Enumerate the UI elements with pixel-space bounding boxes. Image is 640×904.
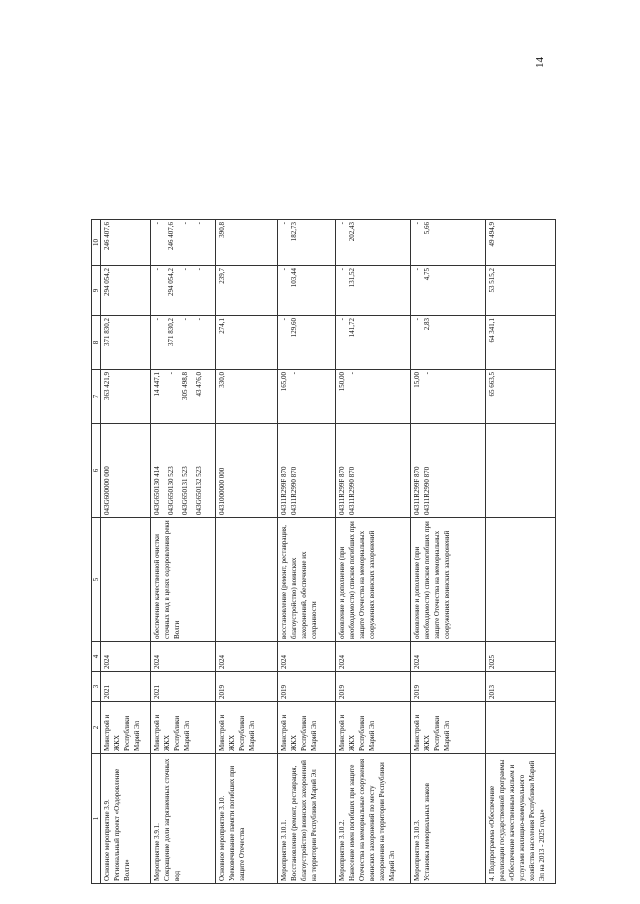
budget-code: 043G650131 523 [181,466,189,515]
amount-col10: 390,8 [216,220,278,266]
table-row [336,220,411,884]
amount-col7: 330,0 [216,370,278,424]
header-cell: 3 [92,672,101,702]
expected-result [101,518,151,642]
amounts-col7 [151,370,216,424]
amount: - [153,222,161,225]
end-year: 2024 [411,642,486,672]
start-year: 2021 [101,672,151,702]
budget-code: 043G600000 000 [101,424,151,518]
executor: Минстрой и ЖКХ Республики Марий Эл [336,702,411,754]
amounts-col9 [411,266,486,316]
expected-result [216,518,278,642]
subprogram-name: 4. Подпрограмма «Обеспечение реализации государственной программы «Обеспечение качественным жильем и услугами жилищно-коммунального хозяйства населения Республики Марий Эл на 2013 - 2025 годы» [486,754,556,884]
budget-codes [411,424,486,518]
amount: - [413,318,421,321]
budget-code: 04311R299F 870 [280,466,288,515]
start-year: 2019 [336,672,411,702]
executor: Минстрой и ЖКХ Республики Марий Эл [278,702,336,754]
amount-col10: 246 407,6 [101,220,151,266]
amount: - [195,268,203,271]
header-cell: 8 [92,316,101,370]
budget-code: 04311R2990 870 [348,466,356,515]
header-cell: 1 [92,754,101,884]
amount: - [338,268,346,271]
budget-code: 04311R2990 870 [423,466,431,515]
amount: - [280,318,288,321]
amount: 129,60 [290,318,298,338]
end-year: 2024 [216,642,278,672]
amount: - [423,372,431,375]
amount: 103,44 [290,268,298,288]
table-row [278,220,336,884]
amount: 4,75 [423,268,431,281]
budget-code: 04311R299F 870 [338,466,346,515]
executor: Минстрой и ЖКХ Республики Марий Эл [216,702,278,754]
amount: 141,72 [348,318,356,338]
amount: 5,66 [423,222,431,235]
amounts-col9 [336,266,411,316]
measure-name: Мероприятие 3.10.1. Восстановление (ремонт, реставрация, благоустройство) воинских захоронений на территории Республики Марий Эл [278,754,336,884]
amount: - [195,222,203,225]
header-cell: 10 [92,220,101,266]
amount-col10: 49 494,9 [486,220,556,266]
page-number: 14 [534,57,546,68]
table-row [101,220,151,884]
budget-code: 043G650130 523 [167,466,175,515]
start-year: 2013 [486,672,556,702]
amount: 15,00 [413,372,421,388]
amount: 182,73 [290,222,298,242]
executor [486,702,556,754]
table-header-row [92,220,101,884]
amount: 246 407,6 [167,222,175,250]
amount: - [181,318,189,321]
budget-code: 043G650132 523 [195,466,203,515]
measure-name: Мероприятие 3.10.2. Нанесение имен погибших при защите Отечества на мемориальные сооружения воинских захоронений по месту захоронения на территории Республики Марий Эл [336,754,411,884]
amount: 202,43 [348,222,356,242]
amount: 305 498,8 [181,372,189,400]
table-row [151,220,216,884]
amount: 150,00 [338,372,346,392]
measure-name: Мероприятие 3.10.3. Установка мемориальных знаков [411,754,486,884]
budget-codes [278,424,336,518]
start-year: 2019 [278,672,336,702]
amount: - [348,372,356,375]
executor: Минстрой и ЖКХ Республики Марий Эл [151,702,216,754]
budget-code [486,424,556,518]
amounts-col8 [411,316,486,370]
amount: 43 476,0 [195,372,203,397]
amount: - [181,222,189,225]
budget-code: 04311R299F 870 [413,466,421,515]
table-row [411,220,486,884]
amounts-col8 [278,316,336,370]
amount: 165,00 [280,372,288,392]
end-year: 2024 [151,642,216,672]
amount-col8: 371 830,2 [101,316,151,370]
amount: - [153,318,161,321]
start-year: 2019 [216,672,278,702]
header-cell: 9 [92,266,101,316]
header-cell: 5 [92,518,101,642]
budget-code: 0431000000 000 [216,424,278,518]
amount: - [280,222,288,225]
header-cell: 4 [92,642,101,672]
header-cell: 7 [92,370,101,424]
amount: 371 830,2 [167,318,175,346]
header-cell: 2 [92,702,101,754]
start-year: 2019 [411,672,486,702]
amounts-col7 [278,370,336,424]
amount: - [290,372,298,375]
amount-col9: 294 054,2 [101,266,151,316]
amounts-col10 [278,220,336,266]
amounts-col9 [151,266,216,316]
amounts-col8 [336,316,411,370]
amounts-col8 [151,316,216,370]
measure-name: Мероприятие 3.9.1. Сокращение доли загрязненных сточных вод [151,754,216,884]
amount: - [153,268,161,271]
budget-codes [151,424,216,518]
amount: 131,52 [348,268,356,288]
executor: Минстрой и ЖКХ Республики Марий Эл [101,702,151,754]
amount: - [338,318,346,321]
start-year: 2021 [151,672,216,702]
expected-result: восстановление (ремонт, реставрация, благоустройство) воинских захоронений, обеспечение их сохранности [278,518,336,642]
expected-result: обновление и дополнение (при необходимости) списков погибших при защите Отечества на мемориальных сооружениях воинских захоронений [411,518,486,642]
amount: 2,83 [423,318,431,331]
measure-name: Основное мероприятие 3.9. Региональный проект «Оздоровление Волги» [101,754,151,884]
executor: Минстрой и ЖКХ Республики Марий Эл [411,702,486,754]
budget-code: 043G650130 414 [153,466,161,515]
amount-col9: 239,7 [216,266,278,316]
amount: - [338,222,346,225]
header-cell: 6 [92,424,101,518]
amount: 294 054,2 [167,268,175,296]
amount-col9: 53 515,2 [486,266,556,316]
amount: - [413,222,421,225]
amount-col7: 65 663,5 [486,370,556,424]
expected-result: обновление и дополнение (при необходимости) списков погибших при защите Отечества на мемориальных сооружениях воинских захоронений [336,518,411,642]
amounts-col7 [411,370,486,424]
table-row [486,220,556,884]
amount: - [195,318,203,321]
amount-col7: 363 421,9 [101,370,151,424]
measure-name: Основное мероприятие 3.10. Увековечивание памяти погибших при защите Отечества [216,754,278,884]
expected-result [486,518,556,642]
budget-code: 04311R2990 870 [290,466,298,515]
amounts-col7 [336,370,411,424]
end-year: 2025 [486,642,556,672]
amounts-col10 [151,220,216,266]
amount-col8: 64 341,1 [486,316,556,370]
amount: - [167,372,175,375]
end-year: 2024 [101,642,151,672]
amount: - [181,268,189,271]
end-year: 2024 [336,642,411,672]
table-row [216,220,278,884]
amount-col8: 274,1 [216,316,278,370]
amount: 14 447,1 [153,372,161,397]
budget-codes [336,424,411,518]
amount: - [413,268,421,271]
amount: - [280,268,288,271]
program-table [91,219,556,884]
amounts-col9 [278,266,336,316]
amounts-col10 [411,220,486,266]
amounts-col10 [336,220,411,266]
end-year: 2024 [278,642,336,672]
expected-result: обеспечение качественной очистки сточных вод в целях оздоровления реки Волги [151,518,216,642]
